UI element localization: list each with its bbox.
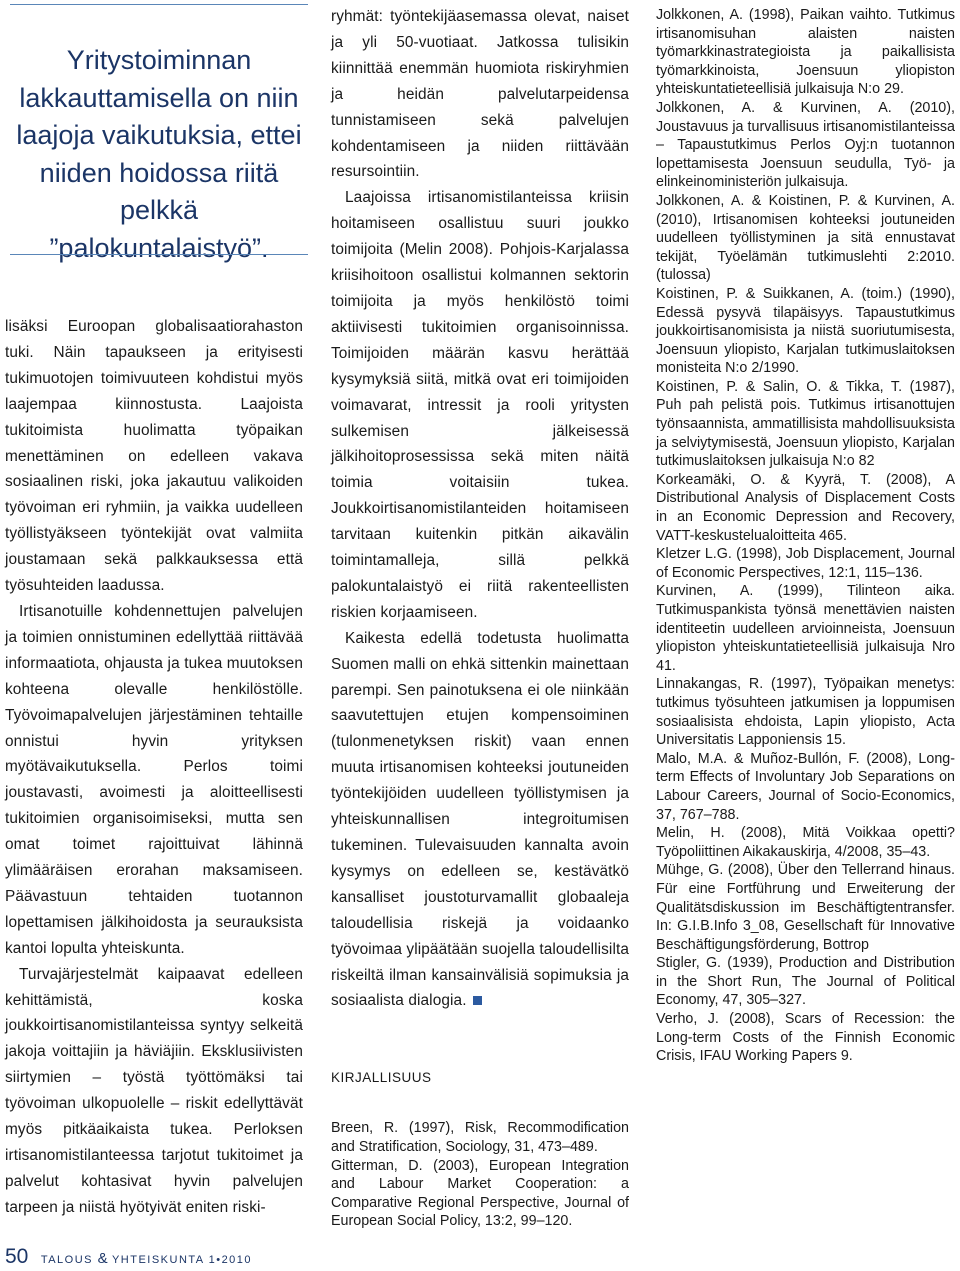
journal-name [40, 1250, 253, 1267]
pull-quote-bottom-rule [10, 254, 308, 255]
page-footer [5, 1245, 252, 1269]
end-of-article-mark [473, 996, 482, 1005]
reference-entry: Koistinen, P. & Suikkanen, A. (toim.) (1990), Edessä pysyvä tilapäisyys. Tapaustutkimus joukkoirtisanomisista ja niistä suoriutumisesta, Joensuun yliopisto, Karjalan tutkimuslaitoksen monisteita N:o 2/1990. [656, 285, 955, 377]
references-heading: KIRJALLISUUS [331, 1070, 432, 1086]
paragraph: ryhmät: työntekijäasemassa olevat, naiset ja yli 50-vuotiaat. Jatkossa tulisikin kiinnittää enemmän huomiota riskiryhmien ja heidän palvelutarpeidensa tunnistamiseen sekä palvelujen kohdentamiseen ja niiden riittävään resursointiin. [331, 8, 629, 181]
references-list-col2 [331, 1119, 629, 1231]
reference-entry: Koistinen, P. & Salin, O. & Tikka, T. (1987), Puh pah pelistä pois. Tutkimus irtisanottujen työnsaannista, ammatillisista mahdollisuuksista ja selviytymisestä, Joensuun yliopisto, Karjalan tutkimuslaitoksen julkaisuja N:o 82 [656, 378, 955, 470]
journal-name-part: TALOUS [40, 1254, 94, 1266]
body-text-col2 [331, 4, 629, 1014]
reference-entry: Melin, H. (2008), Mitä Voikkaa opetti? Työpoliittinen Aikakauskirja, 4/2008, 35–43. [656, 825, 955, 860]
reference-entry: Kurvinen, A. (1999), Tilinteon aika. Tutkimuspankista työnsä menettävien naisten identiteetin uudelleen arvioinneista, Joensuun yliopiston yhteiskuntatieteellisiä julkaisuja Nro 41. [656, 583, 955, 674]
journal-ampersand: & [97, 1250, 108, 1267]
reference-entry: Breen, R. (1997), Risk, Recommodification and Stratification, Sociology, 31, 473–489. [331, 1120, 629, 1155]
pull-quote-text: Yritystoiminnan lakkauttamisella on niin laajoja vaikutuksia, ettei niiden hoidossa riitä pelkkä ”palokuntalaistyö”. [16, 45, 302, 263]
paragraph: Irtisanotuille kohdennettujen palvelujen ja toimien onnistuminen edellyttää riittävää informaatiota, ohjausta ja tukea muutoksen kohteena olevalle henkilöstölle. Työvoimapalvelujen järjestäminen tehtaille onnistui hyvin yrityksen myötävaikutuksella. Perlos toimi joustavasti, avoimesti ja aloitteellisesti tukitoimien organisoimiseksi, mutta sen omat toimet rajoittuivat lähinnä ylimääräisen erorahan maksamiseen. Päävastuun tehtaiden tuotannon lopettamisen jälkihoidosta ja seurauksista kantoi lopulta yhteiskunta. [5, 602, 303, 957]
paragraph: Laajoissa irtisanomistilanteissa kriisin hoitamiseen osallistuu suuri joukko toimijoita (Melin 2008). Pohjois-Karjalassa kriisihoitoon osallistui kolmannen sektorin toimijoita ja myös henkilöstö toimi aktiivisesti tukitoimien organisoinnissa. Toimijoiden määrän kasvu herättää kysymyksiä siitä, mitkä ovat eri toimijoiden voimavarat, intressit ja rooli yritysten sulkemisen jälkeisessä jälkihoitoprosessissa sekä miten näitä toimia voitaisiin tukea. Joukkoirtisanomistilanteiden hoitamiseen tarvitaan kuitenkin pitkän aikavälin toimintamalleja, sillä pelkkä palokuntalaistyö ei riitä rakenteellisten riskien korjaamiseen. [331, 189, 629, 621]
paragraph: Turvajärjestelmät kaipaavat edelleen kehittämistä, koska joukkoirtisanomistilanteissa syntyy selkeitä jakoja voittajiin ja häviäjiin. Eksklusiivisten siirtymien – työstä työttömäksi tai työvoiman ulkopuolelle – riskit edellyttävät myös pitkäaikaista tukea. Perloksen irtisanomistilanteessa tarjotut tukitoimet ja palvelut kohtasivat hyvin palvelujen tarpeen ja niistä hyötyivät eniten riski- [5, 965, 303, 1216]
reference-entry: Linnakangas, R. (1997), Työpaikan menetys: tutkimus työsuhteen jatkumisen ja loppumisen sosiaalisista ehdoista, Lapin yliopisto, Acta Universitatis Lapponiensis 15. [656, 676, 955, 749]
column-3 [656, 6, 955, 1066]
reference-entry: Jolkkonen, A. & Kurvinen, A. (2010), Joustavuus ja turvallisuus irtisanomistilanteissa – Tapaustutkimus Perlos Oyj:n tuotannon lopettamisesta Joensuun seudulla, Työ- ja elinkeinoministeriön julkaisuja. [656, 99, 955, 191]
page-number: 50 [5, 1245, 29, 1268]
reference-entry: Verho, J. (2008), Scars of Recession: the Long-term Costs of the Finnish Economic Crisis, IFAU Working Papers 9. [656, 1011, 955, 1065]
body-text-col1 [5, 314, 303, 1221]
pull-quote [10, 4, 308, 263]
references-list-col3 [656, 6, 955, 1066]
paragraph-text: Kaikesta edellä todetusta huolimatta Suomen malli on ehkä sittenkin mainettaan parempi. Sen painotuksena ei ole niinkään saavutettujen etujen kompensoiminen (tulonmenetyksen riskit) vaan ennen muuta irtisanomisen kohteeksi joutuneiden työntekijöiden uudelleen työllistymisen ja yhteiskunnallisen integroitumisen tukeminen. Tulevaisuuden kannalta avoin kysymys on edelleen se, kestävätkö kansalliset joustoturvamallit globaaleja taloudellisia riskejä ja voidaanko työvoimaa ylipäätään suojella taloudellisilta riskeiltä ilman kansainvälisiä sopimuksia ja sosiaalista dialogia. [331, 629, 629, 1010]
reference-entry: Jolkkonen, A. (1998), Paikan vaihto. Tutkimus irtisanomisuhan alaisten naisten työmarkkinastrategioista ja paikallisista työmarkkinoista, Joensuun yliopiston yhteiskuntatieteellisiä julkaisuja N:o 29. [656, 7, 955, 98]
reference-entry: Korkeamäki, O. & Kyyrä, T. (2008), A Distributional Analysis of Displacement Costs in an Economic Depression and Recovery, VATT-keskustelualoitteita 465. [656, 471, 955, 544]
reference-entry: Malo, M.A. & Muñoz-Bullón, F. (2008), Long-term Effects of Involuntary Job Separations on Labour Careers, Journal of Socio-Economics, 37, 767–788. [656, 750, 955, 823]
journal-name-part: YHTEISKUNTA 1•2010 [111, 1254, 253, 1266]
paragraph: lisäksi Euroopan globalisaatiorahaston tuki. Näin tapaukseen ja erityisesti tukimuotojen toimivuuteen kohdistui myös laajempaa kiinnostusta. Laajoista tukitoimista huolimatta työpaikan menettäminen on edelleen vakava sosiaalinen riski, joka jakautuu valikoiden työvoiman eri ryhmiin, ja vaikka uudelleen työllistyäkseen työntekijät ovat valmiita joustamaan sekä palkkauksessa että työsuhteiden laadussa. [5, 318, 303, 595]
reference-entry: Gitterman, D. (2003), European Integration and Labour Market Cooperation: a Comparative Regional Perspective, Journal of European Social Policy, 13:2, 99–120. [331, 1157, 629, 1230]
reference-entry: Jolkkonen, A. & Koistinen, P. & Kurvinen, A. (2010), Irtisanomisen kohteeksi joutuneiden uudelleen työllistyminen ja sitä ennustavat tekijät, Työelämän tutkimuslehti 2:2010. (tulossa) [656, 192, 955, 284]
reference-entry: Kletzer L.G. (1998), Job Displacement, Journal of Economic Perspectives, 12:1, 115–136. [656, 546, 955, 581]
pull-quote-top-rule [10, 4, 308, 5]
column-2 [331, 4, 629, 1231]
paragraph [331, 626, 629, 1015]
reference-entry: Stigler, G. (1939), Production and Distribution in the Short Run, The Journal of Political Economy, 47, 305–327. [656, 955, 955, 1009]
reference-entry: Mühge, G. (2008), Über den Tellerrand hinaus. Für eine Fortführung und Erweiterung der Qualitätsdiskussion im Beschäftigtentransfer. In: G.I.B.Info 3_08, Gesellschaft für Innovative Beschäftigungsförderung, Bottrop [656, 862, 955, 953]
